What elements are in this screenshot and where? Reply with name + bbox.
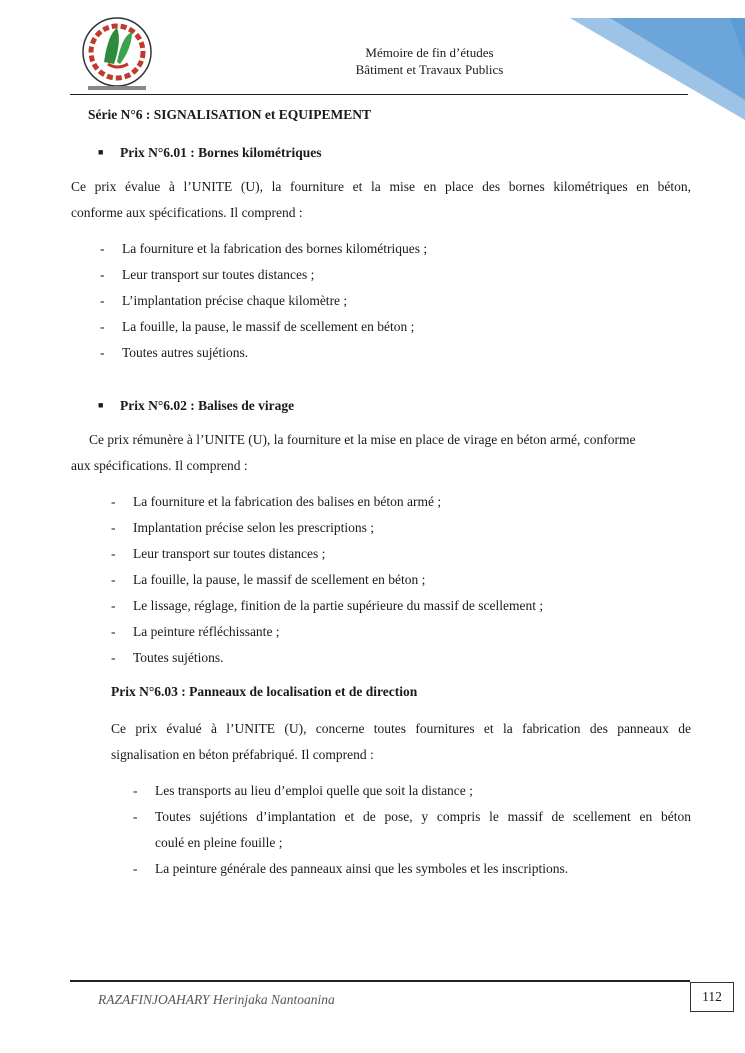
prix-6-01-title [98,139,322,166]
prix-6-02-list [111,489,543,671]
list-item: - La peinture générale des panneaux ainsi que les symboles et les inscriptions. [133,861,569,876]
list-item: - Toutes sujétions. [111,650,224,665]
list-item: - Implantation précise selon les prescriptions ; [111,520,375,535]
list-item: - Les transports au lieu d’emploi quelle que soit la distance ; [133,783,473,798]
list-item: - Leur transport sur toutes distances ; [111,546,326,561]
school-logo [78,14,156,94]
prix-6-02-intro [71,427,691,479]
intro-line: Ce prix évalué à l’UNITE (U), concerne toutes fournitures et la fabrication des panneaux de [111,721,691,736]
list-item: - Le lissage, réglage, finition de la partie supérieure du massif de scellement ; [111,598,544,613]
page-number: 112 [690,982,734,1012]
prix-6-01-label: Prix N°6.01 : Bornes kilométriques [120,145,322,160]
prix-6-03-list [133,778,691,882]
list-item: - La fouille, la pause, le massif de scellement en béton ; [100,319,415,334]
list-item: - La fourniture et la fabrication des balises en béton armé ; [111,494,442,509]
document-header [300,44,687,78]
footer-author: RAZAFINJOAHARY Herinjaka Nantoanina [98,992,335,1007]
list-item: - La peinture réfléchissante ; [111,624,280,639]
list-item-continuation: coulé en pleine fouille ; [155,835,283,850]
square-bullet-icon: ■ [98,147,104,157]
list-item: - Toutes autres sujétions. [100,345,249,360]
list-item: - La fourniture et la fabrication des bornes kilométriques ; [100,241,428,256]
prix-6-01-intro [71,174,691,226]
prix-6-03-title: Prix N°6.03 : Panneaux de localisation et de direction [111,684,418,699]
list-item: - La fouille, la pause, le massif de scellement en béton ; [111,572,426,587]
header-rule [70,94,688,95]
list-item: - L’implantation précise chaque kilomètre ; [100,293,348,308]
intro-line: signalisation en béton préfabriqué. Il comprend : [111,747,374,762]
prix-6-01-list [100,236,427,366]
list-item: - Leur transport sur toutes distances ; [100,267,315,282]
intro-line: Ce prix rémunère à l’UNITE (U), la fourniture et la mise en place de virage en béton armé, conforme [89,432,636,447]
intro-line: Ce prix évalue à l’UNITE (U), la fourniture et la mise en place des bornes kilométriques en béton, [71,179,691,194]
square-bullet-icon: ■ [98,400,104,410]
list-item: - Toutes sujétions d’implantation et de pose, y compris le massif de scellement en béton [133,809,691,824]
intro-line: conforme aux spécifications. Il comprend : [71,205,303,220]
header-line-1: Mémoire de fin d’études [365,45,494,60]
serie-title: Série N°6 : SIGNALISATION et EQUIPEMENT [88,107,372,122]
prix-6-03-intro [111,716,691,768]
header-line-2: Bâtiment et Travaux Publics [355,62,504,77]
prix-6-02-title [98,392,294,419]
intro-line: aux spécifications. Il comprend : [71,458,248,473]
prix-6-02-label: Prix N°6.02 : Balises de virage [120,398,295,413]
footer-rule [70,980,690,982]
